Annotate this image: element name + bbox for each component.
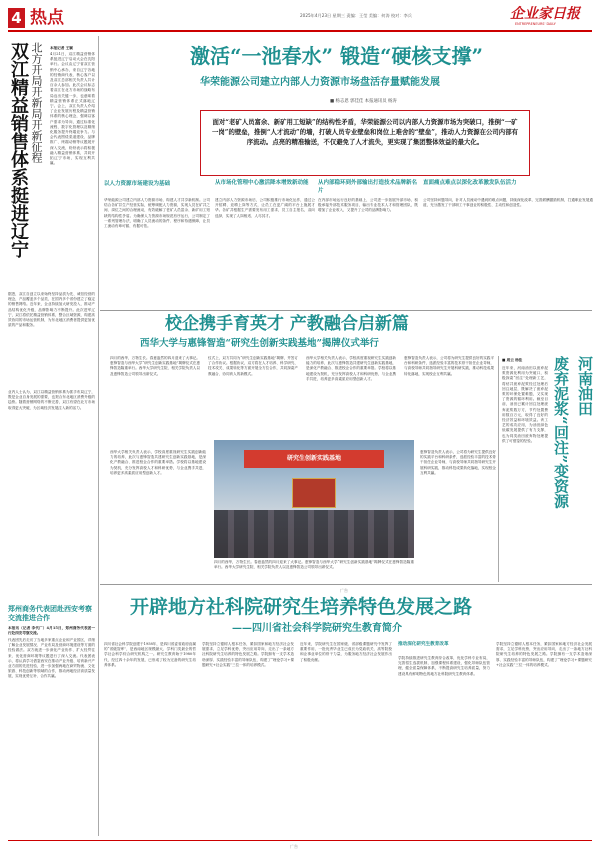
column-divider — [98, 36, 99, 836]
date-line: 2025年4月23日 星期三 责编：王莹 美编：何涛 校对：李兵 — [300, 13, 412, 18]
section-rule-1 — [100, 310, 592, 311]
top-section-1-body: 华荣能源公司建立内部人力资源市场，构建人才共享新机制。公司结合各矿井生产经营实际，统筹调配人力资源，实现人员在矿井之间、岗位之间的合理流动，有效破解了老矿人员富余、新矿用工短缺的结构性矛盾。为确保人力资源市场规范有序运行，公司制定了一系列管理办法，明确了人员流动的条件、程序和待遇保障，让员工流动有章可循、有据可依。 — [104, 198, 210, 229]
photo-people — [214, 510, 414, 558]
top-section-4-title: 直面痛点难点以深化改革激发队伍活力 — [423, 180, 517, 186]
section-label: 热点 — [30, 8, 64, 28]
footer-rule — [8, 840, 592, 841]
right-column-divider — [498, 356, 499, 582]
section-rule-2 — [100, 584, 592, 585]
top-section-3-title: 从内部稳环到外部输出打造技术品牌新名片 — [318, 180, 418, 194]
photo-banner — [244, 450, 384, 468]
mid-story-body-cont-right: 惠锋智造负责人表示，公司将为研究生提供良好的实践平台和科研条件，选派经验丰富的技术骨干担任企业导师，与高校导师共同指导研究生开展科研实践，推动科技成果转化落地，实现校企互利共赢。 — [420, 450, 496, 475]
header-rule — [8, 30, 592, 32]
bottom-story-headline: 开辟地方社科院研究生培养特色发展之路 — [130, 596, 473, 618]
bottom-section-body: 学院持续推进研究生教育综合改革，优化学科专业布局，完善招生选拔机制，加强课程体系建设，强化导师队伍管理，健全质量保障体系，不断提高研究生培养质量，努力建设具有鲜明特色的地方社科院研究生教育体系。 — [398, 656, 490, 676]
top-story-headline: 激活“一池春水” 锻造“硬核支撑” — [190, 44, 483, 68]
top-story-subhead: 华荣能源公司建立内部人力资源市场盘活存量赋能发展 — [200, 77, 440, 88]
mid-story-body-c: 西华大学相关负责人表示，学校高度重视研究生实践创新能力的培养，此次与惠锋智造共建研究生创新实践基地，是深化产教融合、推进校企合作的重要举措。学校将以基地建设为契机，充分发挥高校人才和科研优势，与企业携手共进，培养更多高素质应用型创新人才。 — [306, 356, 396, 381]
mid-story-subhead: 西华大学与惠锋智造“研究生创新实践基地”揭牌仪式举行 — [140, 338, 379, 349]
right-story-body: 近年来，河南油田以废弃泥浆资源化利用为突破口，积极探索“回注”处理新工艺，将钻井废弃泥浆经过处理后回注地层，既解决了废弃泥浆的环保处置难题，又实现了资源的循环利用。截至目前，油田已累计回注处理废弃泥浆数万方，节约处置费用数百万元，取得了良好的经济效益和环境效益。该工艺的成功应用，为油田绿色低碳发展提供了有力支撑，也为同类油田废弃物处理提供了可借鉴的经验。 — [502, 366, 548, 443]
right-story-headline: 废弃泥浆“回注”变资源 — [552, 356, 570, 509]
top-story-lead-box — [200, 110, 530, 176]
bottom-story-subhead: ——四川省社会科学院研究生教育简介 — [232, 623, 402, 634]
right-story-byline: ■ 周云 杨佳 — [502, 358, 523, 362]
top-section-2-title: 从市场化管理中心激活降本增效新动能 — [215, 180, 309, 186]
mid-story-body-cont-left: 西华大学相关负责人表示，学校高度重视研究生实践创新能力的培养，此次与惠锋智造共建研究生创新实践基地，是深化产教融合、推进校企合作的重要举措。学校将以基地建设为契机，充分发挥高校人才和科研优势，与企业携手共进，培养更多高素质应用型创新人才。 — [110, 450, 206, 475]
bottom-story-body-d: 学院坚持立德树人根本任务，紧扣国家和地方经济社会发展需求，立足学科优势，突出应用导向，走出了一条地方社科院研究生培养的特色发展之路。学院拥有一支学术造诣深厚、实践经验丰富的导师队伍，构建了“理论学习+课题研究+社会实践”三位一体的培养模式。 — [496, 642, 592, 667]
bottom-story-body-a: 四川省社会科学院创建于1958年，是四川省委省政府直属的“省级智库”，是西南地区规模最大、学科门类最全的哲学社会科学综合研究机构之一。研究生教育始于1980年代，经过四十余年的发展，已形成了较为完备的研究生培养体系。 — [104, 642, 196, 667]
mid-story-headline: 校企携手育英才 产教融合启新篇 — [165, 314, 409, 334]
ad-label: 广告 — [340, 588, 348, 593]
top-section-3-body: 在内部市场运行良好的基础上，公司进一步拓展外部市场，积极承接外部技术服务项目，输出专业技术人才和管理团队，既增加了企业收入，又提升了公司的品牌影响力。 — [318, 198, 418, 213]
left-story-body-a-cont: 据悉，双江自创立以来始终坚持品质为先、诚信经营的理念，产品覆盖多个品类，在国内多个省份建立了稳定的销售网络。近年来，企业持续加大研发投入，推动产品结构优化升级，品牌影响力不断提升。此次进军辽宁，双江将依托精益营销体系，整合区域资源，构建高效协同的市场运营机制，为东北地区消费者提供更加优质的产品和服务。 — [8, 292, 95, 328]
right-story-kicker: 河南油田 — [576, 356, 594, 416]
bottom-section-title: 推动深化研究生教育改革 — [398, 642, 449, 647]
top-story-byline: ■ 杨志恩 郭佳佳 本报通讯员 杨涛 — [330, 99, 397, 104]
mid-story-body-a: 四月的西华，万物生长。春意盎然的四月迎来了大事记。惠锋智造与西华大学“研究生创新实践基地”揭牌仪式在惠锋智造隆重举行。西华大学研究生院、相关学院负责人以及惠锋智造公司领导出席仪式。 — [110, 356, 200, 376]
bottom-story-body-b: 学院坚持立德树人根本任务，紧扣国家和地方经济社会发展需求，立足学科优势，突出应用导向，走出了一条地方社科院研究生培养的特色发展之路。学院拥有一支学术造诣深厚、实践经验丰富的导师队伍，构建了“理论学习+课题研究+社会实践”三位一体的培养模式。 — [202, 642, 294, 667]
top-section-1-title: 以人力资源市场建设为基础 — [104, 181, 171, 187]
photo-plaque — [292, 478, 336, 508]
left-story-kicker: 北方开局开新局开新征程 — [30, 42, 43, 163]
left-sub-byline: 本报讯（记者 李代广）4月15日，郑州商务代表团一行赴西安考察交流。 — [8, 626, 95, 636]
masthead: 企业家日报 — [510, 6, 580, 22]
photo-banner-text: 研究生创新实践基地 — [286, 455, 341, 462]
left-sub-headline: 郑州商务代表团赴西安考察交流推进合作 — [8, 604, 92, 622]
mid-story-body-b: 仪式上，双方共同为“研究生创新实践基地”揭牌，并签订了合作协议。根据协议，双方将在人才培养、科学研究、技术攻关、成果转化等方面开展全方位合作，共同探索产教融合、协同育人的新模式。 — [208, 356, 298, 376]
left-story-body-a: 4月21日，双江精益营销体系挺进辽宁启动大会在沈阳举行。会议由辽宁省双江营销中心承办，来自辽宁各地的经销商代表、核心客户以及双江总部相关负责人共计百余人参加。此次会议标志着双江在北方市场的战略布局迈出关键一步，也意味着精益营销体系正式落地辽宁。会上，双江负责人介绍了企业发展历程及精益营销体系的核心理念，强调以客户需求为导向，通过标准化流程、数字化管理以及精细化服务提升终端竞争力。与会代表围绕渠道建设、品牌推广、终端动销等议题展开深入交流，纷纷表示将积极融入精益营销体系，共同开拓辽宁市场，实现互利共赢。 — [50, 52, 95, 166]
page-number-badge — [8, 8, 25, 28]
left-story-headline: 双江精益销售体系挺进辽宁 — [8, 42, 29, 258]
left-sub-body: 代表团先后走访了当地多家重点企业和产业园区，详细了解企业发展情况、产业布局及营商环境建设等方面的经验做法。双方就进一步深化产业协作、扩大经贸往来、优化营商环境等议题进行了深入交流。代表团表示，将认真学习借鉴西安在推动产业升级、培育新兴产业方面的先进经验，进一步加强两地在商贸物流、文化旅游、科技创新等领域的合作，推动两地经济高质量发展，实现优势互补、合作共赢。 — [8, 638, 95, 679]
top-section-2-body: 建立内部人力资源市场后，公司积极推行市场化运作，通过公开招聘、竞聘上岗等方式，让员工在更广阔的平台上施展才华。各矿井根据生产需要发布用工需求，员工自主报名，双向选择，实现了人岗相适、人尽其才。 — [215, 198, 315, 218]
top-section-4-body: 公司坚持问题导向，针对人员流动中遇到的难点问题，持续深化改革，完善薪酬激励机制，打通职业发展通道，充分激发了干部职工干事创业的积极性、主动性和创造性。 — [423, 198, 593, 208]
mid-story-body-d: 惠锋智造负责人表示，公司将为研究生提供良好的实践平台和科研条件，选派经验丰富的技术骨干担任企业导师，与高校导师共同指导研究生开展科研实践，推动科技成果转化落地，实现校企互利共赢。 — [404, 356, 494, 376]
top-story-lead: 面对“老矿人员富余、新矿用工短缺”的结构性矛盾，华荣能源公司以内部人力资源市场为突破口，推倒“一矿一岗”的壁垒，推倒“人才流动”的墙，打破人员专业壁垒和岗位上难舍的“壁垒”，推动人力资源在公司内部有序流动。点亮的精准输送，不仅避免了人才流失，更实现了集团整体效益的最大化。 — [212, 118, 518, 146]
footer-label: 广告 — [290, 844, 298, 849]
left-story-byline: 本报记者 王颖 — [50, 46, 73, 50]
left-story-body-b: 业内人士认为，双江以精益营销体系为抓手布局辽宁，既是企业自身发展的需要，也契合东北地区消费升级的趋势。随着营销网络的不断完善，双江有望在北方市场取得更大突破，为区域经济发展注入新的活力。 — [8, 390, 95, 410]
page-number: 4 — [11, 9, 22, 27]
mid-story-photo — [214, 440, 414, 558]
masthead-en: ENTREPRENEURS' DAILY — [515, 22, 556, 26]
mid-story-body-bottom: 四月的西华，万物生长。春意盎然的四月迎来了大事记。惠锋智造与西华大学“研究生创新实践基地”揭牌仪式在惠锋智造隆重举行。西华大学研究生院、相关学院负责人以及惠锋智造公司领导出席仪式。 — [214, 560, 414, 570]
bottom-story-body-c: 近年来，学院研究生在国家级、省部级课题研究中发挥了重要作用，一批优秀毕业生已成长为党政机关、高等院校和企事业单位的骨干力量，为服务地方经济社会发展作出了积极贡献。 — [300, 642, 392, 662]
